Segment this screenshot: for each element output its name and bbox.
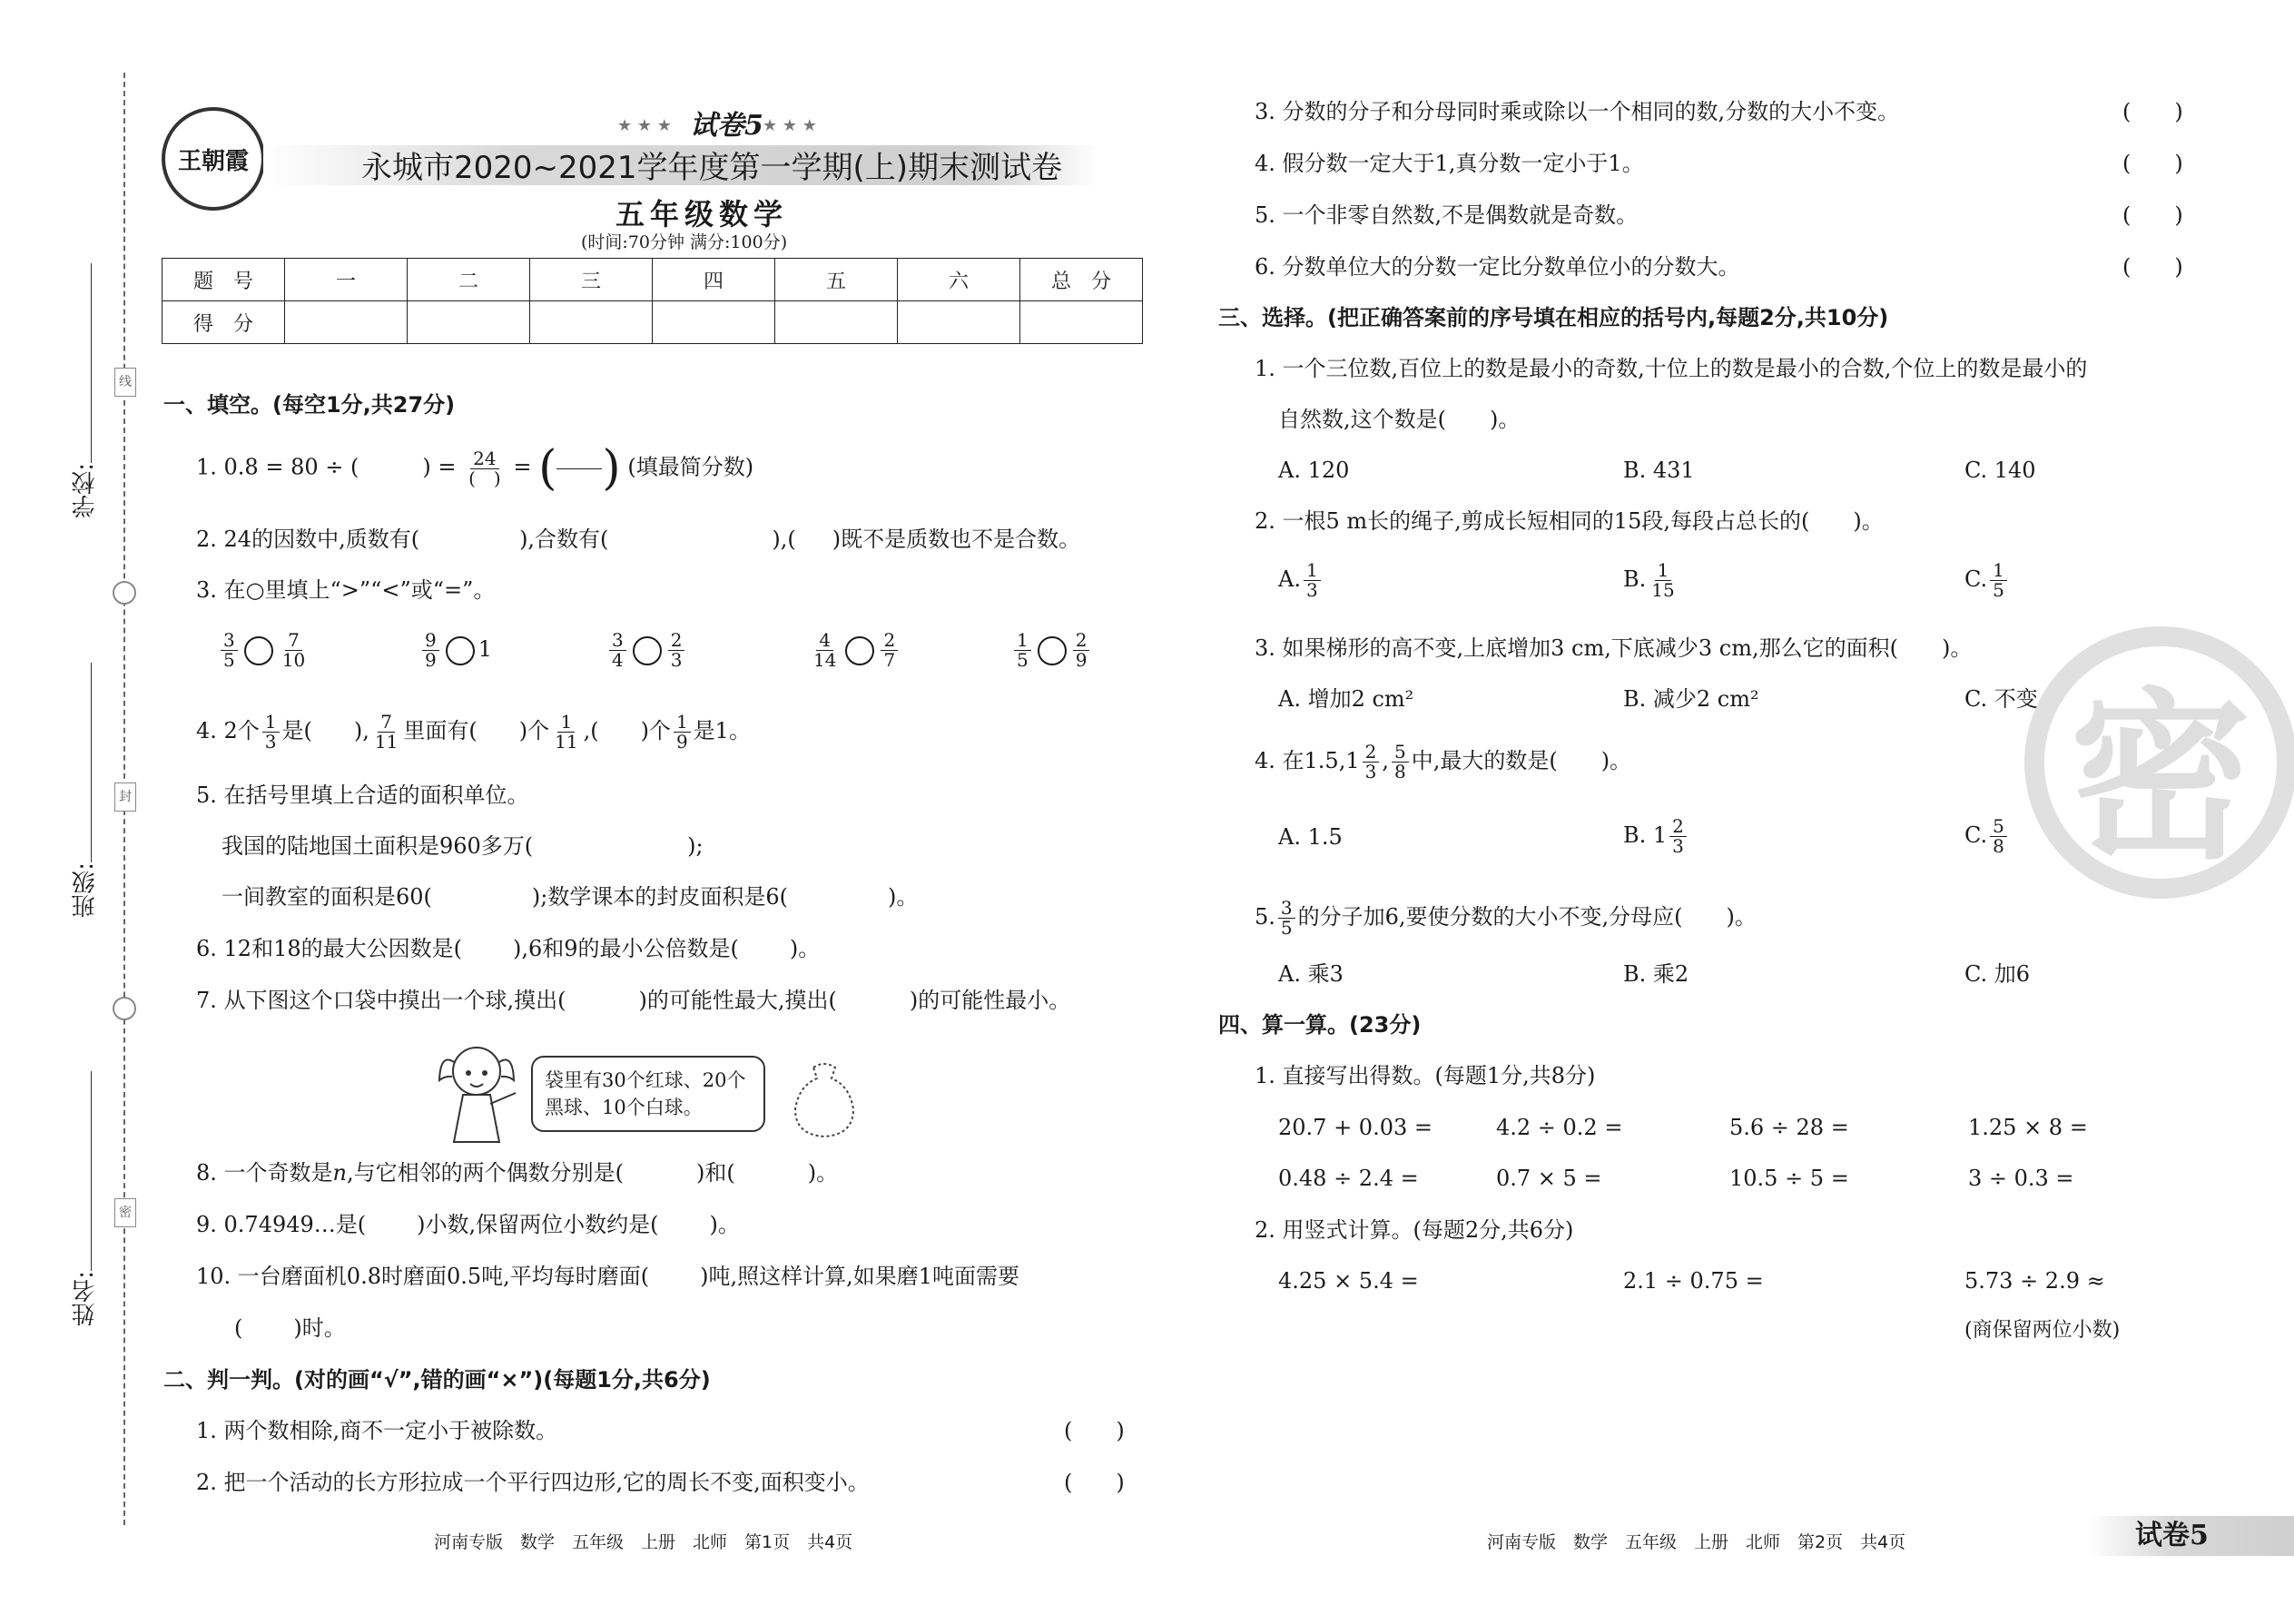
compare-circle[interactable] bbox=[244, 636, 273, 665]
q1-2: 2. 24的因数中,质数有( ),合数有( ),( )既不是质数也不是合数。 bbox=[196, 527, 1081, 552]
judge-paren[interactable]: ( ) bbox=[2122, 202, 2183, 228]
calc-item: 4.25 × 5.4 = bbox=[1278, 1268, 1419, 1294]
q1-5-line2: 一间教室的面积是60( );数学课本的封皮面积是6( )。 bbox=[222, 884, 919, 910]
compare-item: $\frac{9}{9}$ 1 bbox=[419, 631, 492, 670]
calc-item: 0.48 ÷ 2.4 = bbox=[1278, 1166, 1419, 1191]
judge-paren[interactable]: ( ) bbox=[1064, 1470, 1125, 1495]
compare-circle[interactable] bbox=[633, 636, 662, 665]
calc-item: 1.25 × 8 = bbox=[1968, 1115, 2088, 1140]
choice-q1-line2: 自然数,这个数是( )。 bbox=[1278, 407, 1521, 432]
choice-option[interactable]: C. 加6 bbox=[1964, 961, 2031, 987]
compare-circle[interactable] bbox=[1038, 636, 1067, 665]
calc-item: 20.7 + 0.03 = bbox=[1278, 1115, 1433, 1140]
q1-9: 9. 0.74949…是( )小数,保留两位小数约是( )。 bbox=[196, 1212, 740, 1237]
judge-item: 2. 把一个活动的长方形拉成一个平行四边形,它的周长不变,面积变小。 bbox=[196, 1470, 870, 1495]
choice-option[interactable]: C. 140 bbox=[1964, 458, 2036, 483]
section3-heading: 三、选择。(把正确答案前的序号填在相应的括号内,每题2分,共10分) bbox=[1218, 305, 1889, 330]
binding-hole-icon bbox=[113, 581, 136, 605]
fraction: $\frac{24}{( )}$ bbox=[468, 447, 501, 489]
score-header-cell: 四 bbox=[653, 259, 775, 301]
compare-item: $\frac{4}{14}$ $\frac{2}{7}$ bbox=[808, 631, 901, 670]
compare-circle[interactable] bbox=[446, 636, 475, 665]
section1-heading: 一、填空。(每空1分,共27分) bbox=[163, 392, 456, 418]
judge-item: 1. 两个数相除,商不一定小于被除数。 bbox=[196, 1418, 558, 1443]
score-cell[interactable] bbox=[775, 301, 898, 344]
choice-q1-line1: 1. 一个三位数,百位上的数是最小的奇数,十位上的数是最小的合数,个位上的数是最小的 bbox=[1255, 356, 2088, 381]
calc-sub2: 2. 用竖式计算。(每题2分,共6分) bbox=[1255, 1217, 1574, 1243]
choice-q3: 3. 如果梯形的高不变,上底增加3 cm,下底减少3 cm,那么它的面积( )。 bbox=[1255, 635, 1973, 661]
score-table bbox=[162, 258, 1143, 344]
judge-paren[interactable]: ( ) bbox=[2122, 99, 2183, 124]
choice-option[interactable]: B. 1 $\frac{2}{3}$ bbox=[1623, 817, 1689, 856]
compare-circle[interactable] bbox=[845, 636, 874, 665]
footer-right: 河南专版 数学 五年级 上册 北师 第2页 共4页 bbox=[1487, 1532, 1906, 1552]
girl-illustration bbox=[427, 1035, 527, 1153]
choice-option[interactable]: B. 减少2 cm² bbox=[1623, 686, 1759, 712]
calc-sub1: 1. 直接写出得数。(每题1分,共8分) bbox=[1255, 1063, 1596, 1088]
choice-option[interactable]: C. $\frac{5}{8}$ bbox=[1964, 817, 2010, 856]
bubble-text-line1: 袋里有30个红球、20个 bbox=[545, 1069, 746, 1091]
score-header-cell: 二 bbox=[408, 259, 530, 301]
score-header-cell: 三 bbox=[530, 259, 653, 301]
name-label: 姓名: bbox=[72, 1271, 99, 1326]
q1-10: 10. 一台磨面机0.8时磨面0.5吨,平均每时磨面( )吨,照这样计算,如果磨1吨面需要 bbox=[196, 1264, 1020, 1289]
choice-option[interactable]: A. 120 bbox=[1278, 458, 1350, 483]
score-cell[interactable] bbox=[653, 301, 775, 344]
judge-item: 6. 分数单位大的分数一定比分数单位小的分数大。 bbox=[1255, 254, 1740, 280]
choice-option[interactable]: A. 乘3 bbox=[1278, 961, 1344, 987]
logo bbox=[162, 107, 265, 211]
q1-5: 5. 在括号里填上合适的面积单位。 bbox=[196, 782, 529, 808]
watermark-text: 密 bbox=[2069, 672, 2251, 884]
score-header-cell: 总 分 bbox=[1020, 259, 1143, 301]
score-cell[interactable] bbox=[408, 301, 530, 344]
calc-item: 3 ÷ 0.3 = bbox=[1968, 1166, 2074, 1191]
calc-item: 0.7 × 5 = bbox=[1496, 1166, 1602, 1191]
calc-item: 4.2 ÷ 0.2 = bbox=[1496, 1115, 1623, 1140]
exam-title: 永城市2020~2021学年度第一学期(上)期末测试卷 bbox=[361, 150, 1063, 186]
school-label: 学校: bbox=[72, 463, 99, 518]
class-field[interactable] bbox=[91, 663, 92, 862]
bubble-text-line2: 黑球、10个白球。 bbox=[545, 1097, 703, 1118]
choice-option[interactable]: B. $\frac{1}{15}$ bbox=[1623, 559, 1675, 601]
side-mark-xian: 线 bbox=[114, 368, 136, 397]
score-header-cell: 题 号 bbox=[162, 259, 285, 301]
judge-paren[interactable]: ( ) bbox=[1064, 1418, 1125, 1443]
binding-hole-icon bbox=[113, 997, 136, 1020]
q1-3: 3. 在○里填上“>”“<”或“=”。 bbox=[196, 577, 496, 603]
score-cell[interactable] bbox=[898, 301, 1020, 344]
watermark bbox=[2024, 626, 2294, 899]
choice-option[interactable]: B. 乘2 bbox=[1623, 961, 1689, 987]
star-icon: ★ ★ ★ bbox=[617, 116, 672, 135]
compare-item: $\frac{3}{4}$ $\frac{2}{3}$ bbox=[606, 631, 687, 670]
compare-item: $\frac{3}{5}$ $\frac{7}{10}$ bbox=[218, 631, 310, 670]
section2-heading: 二、判一判。(对的画“√”,错的画“×”)(每题1分,共6分) bbox=[163, 1367, 711, 1393]
paper-number: 试卷5 bbox=[690, 110, 763, 142]
judge-paren[interactable]: ( ) bbox=[2122, 151, 2183, 176]
choice-q5: 5. $\frac{3}{5}$ 的分子加6,要使分数的大小不变,分母应( )。 bbox=[1255, 897, 1757, 939]
q1-8: 8. 一个奇数是n,与它相邻的两个偶数分别是( )和( )。 bbox=[196, 1160, 839, 1186]
calc-item: 5.6 ÷ 28 = bbox=[1729, 1115, 1849, 1140]
choice-option[interactable]: C. $\frac{1}{5}$ bbox=[1964, 561, 2010, 600]
footer-left: 河南专版 数学 五年级 上册 北师 第1页 共4页 bbox=[434, 1532, 853, 1552]
score-cell[interactable] bbox=[530, 301, 653, 344]
bag-icon bbox=[786, 1058, 862, 1140]
q1-6: 6. 12和18的最大公因数是( ),6和9的最小公倍数是( )。 bbox=[196, 936, 821, 961]
judge-item: 4. 假分数一定大于1,真分数一定小于1。 bbox=[1255, 151, 1644, 176]
class-label: 班级: bbox=[72, 862, 99, 918]
section4-heading: 四、算一算。(23分) bbox=[1218, 1012, 1422, 1038]
q1-10-line2: ( )时。 bbox=[234, 1315, 346, 1341]
choice-option[interactable]: A. 1.5 bbox=[1278, 824, 1343, 850]
school-field[interactable] bbox=[91, 263, 92, 463]
score-row-label: 得 分 bbox=[162, 301, 285, 344]
score-cell[interactable] bbox=[1020, 301, 1143, 344]
score-header-cell: 一 bbox=[285, 259, 408, 301]
calc-item: 2.1 ÷ 0.75 = bbox=[1623, 1268, 1764, 1294]
name-field[interactable] bbox=[91, 1071, 92, 1271]
choice-q2: 2. 一根5 m长的绳子,剪成长短相同的15段,每段占总长的( )。 bbox=[1255, 508, 1884, 534]
calc-note: (商保留两位小数) bbox=[1964, 1319, 2121, 1342]
subject-title: 五年级数学 bbox=[615, 197, 789, 231]
logo-text: 王朝霞 bbox=[177, 147, 249, 175]
score-header-cell: 六 bbox=[898, 259, 1020, 301]
score-header-cell: 五 bbox=[775, 259, 898, 301]
calc-item: 10.5 ÷ 5 = bbox=[1729, 1166, 1849, 1191]
q1-5-line1: 我国的陆地国土面积是960多万( ); bbox=[222, 833, 704, 859]
side-mark-feng: 封 bbox=[114, 782, 136, 812]
choice-option[interactable]: A. 增加2 cm² bbox=[1278, 686, 1414, 712]
judge-paren[interactable]: ( ) bbox=[2122, 254, 2183, 280]
calc-item: 5.73 ÷ 2.9 ≈ bbox=[1964, 1268, 2105, 1294]
choice-q4: 4. 在1.5,1 $\frac{2}{3}$ , $\frac{5}{8}$ 中,最大的数是( )。 bbox=[1255, 741, 1632, 782]
time-info: (时间:70分钟 满分:100分) bbox=[581, 232, 788, 252]
q1-4: 4. 2个 $\frac{1}{3}$ 是( ), $\frac{7}{11}$ 里面有( )个 $\frac{1}{11}$ ,( )个 $\frac{1}{9}$ 是1。 bbox=[196, 711, 751, 753]
judge-item: 5. 一个非零自然数,不是偶数就是奇数。 bbox=[1255, 202, 1639, 228]
choice-option[interactable]: C. 不变 bbox=[1964, 686, 2038, 712]
star-icon: ★ ★ ★ bbox=[763, 116, 817, 135]
score-cell[interactable] bbox=[285, 301, 408, 344]
q1-1: 1. 0.8 = 80 ÷ ( ) = $\frac{24}{( )}$ = ( ) (填最简分数) bbox=[196, 441, 754, 496]
side-mark-mi: 密 bbox=[114, 1198, 136, 1227]
compare-item: $\frac{1}{5}$ $\frac{2}{9}$ bbox=[1011, 631, 1092, 670]
choice-option[interactable]: B. 431 bbox=[1623, 458, 1695, 483]
judge-item: 3. 分数的分子和分母同时乘或除以一个相同的数,分数的大小不变。 bbox=[1255, 99, 1900, 124]
q1-7: 7. 从下图这个口袋中摸出一个球,摸出( )的可能性最大,摸出( )的可能性最小。 bbox=[196, 988, 1071, 1013]
corner-label: 试卷5 bbox=[2135, 1520, 2209, 1551]
choice-option[interactable]: A. $\frac{1}{3}$ bbox=[1278, 561, 1324, 600]
speech-bubble bbox=[531, 1056, 765, 1132]
